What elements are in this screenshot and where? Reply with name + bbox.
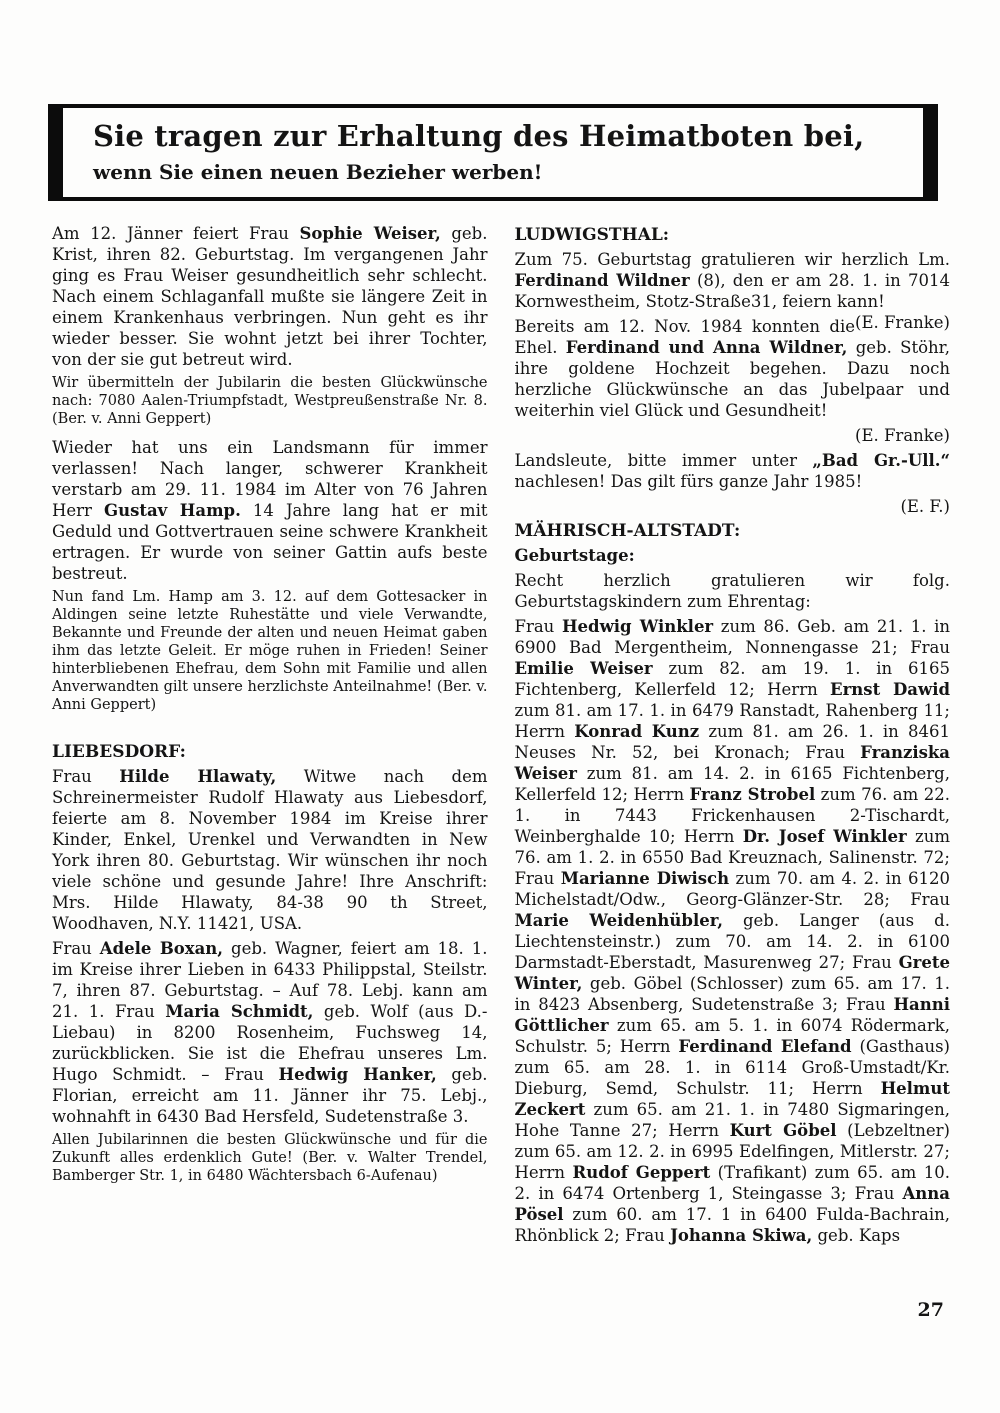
text-segment: (Trafikant) zum 65. am 10. 2. in 6474 Ortenberg 1, Steingasse 3; Frau [514,1163,950,1204]
bold-text-segment: Rudof Geppert [572,1163,711,1183]
text-segment: zum 81. am 26. 1. in 8461 Neuses Nr. 52, bei Kronach; Frau [514,722,950,763]
text-segment: (E. Franke) [855,426,950,446]
text-segment: (E. F.) [900,497,950,517]
text-segment: Frau [52,939,100,959]
text-segment: Witwe nach dem Schreinermeister Rudolf Hlawaty aus Liebesdorf, feierte am 8. November 1984 im Kreise ihrer Kinder, Enkel, Urenkel und Verwandten in New York ihren 80. Geburtstag. Wir wünschen ihr noch viele schöne und gesunde Jahre! Ihre Anschrift: Mrs. Hilde Hlawaty, 84-38 90 th Street, Woodhaven, N.Y. 11421, USA. [52,767,488,934]
text-segment: Nun fand Lm. Hamp am 3. 12. auf dem Gottesacker in Aldingen seine letzte Ruhestätte und viele Verwandte, Bekannte und Freunde der alten und neuen Heimat gaben ihm das letzte Geleit. Er möge ruhen in Frieden! Seiner hinterbliebenen Ehefrau, dem Sohn mit Familie und allen Anverwandten gilt unsere herzlichste Anteilnahme! (Ber. v. Anni Geppert) [52,589,488,714]
bold-text-segment: Franz Strobel [689,785,816,805]
text-segment: geb. Florian, erreicht am 11. Jänner ihr 75. Lebj., wohnahft in 6430 Bad Hersfeld, Sudetenstraße 3. [52,1065,488,1127]
text-segment: geb. Wagner, feiert am 18. 1. im Kreise ihrer Lieben in 6433 Philippstal, Steilstr. 7, ihren 87. Geburtstag. – Auf 78. Lebj. kann am 21. 1. Frau [52,939,488,1022]
text-segment: 14 Jahre lang hat er mit Geduld und Gottvertrauen seine schwere Krankheit ertragen. Er wurde von seiner Gattin aufs beste bestreut. [52,501,488,584]
text-segment: Wieder hat uns ein Landsmann für immer verlassen! Nach langer, schwerer Krankheit verstarb am 29. 11. 1984 im Alter von 76 Jahren Herr [52,438,488,521]
text-segment: zum 70. am 4. 2. in 6120 Michelstadt/Odw., Georg-Glänzer-Str. 28; Frau [514,869,950,910]
text-segment: Wir übermitteln der Jubilarin die besten Glückwünsche nach: 7080 Aalen-Triumpfstadt, Westpreußenstraße Nr. 8. (Ber. v. Anni Geppert) [52,375,488,428]
text-segment: (Lebzeltner) zum 65. am 12. 2. in 6995 Edelfingen, Mitlerstr. 27; Herrn [514,1121,950,1183]
reporter-signature: (E. Franke) [855,313,950,333]
bold-text-segment: Ferdinand und Anna Wildner, [565,338,848,358]
text-segment: nachlesen! Das gilt fürs ganze Jahr 1985! [514,472,863,492]
text-segment: Recht herzlich gratulieren wir folg. Geburtstagskindern zum Ehrentag: [514,571,950,612]
birthday-sophie-weiser-paragraph [52,223,488,370]
bold-text-segment: Franziska Weiser [514,743,950,784]
text-segment: zum 76. am 1. 2. in 6550 Bad Kreuznach, Salinenstr. 72; Frau [514,827,950,889]
bold-text-segment: Kurt Göbel [729,1121,837,1141]
bold-text-segment: Ferdinand Elefand [678,1037,852,1057]
bold-text-segment: Hedwig Winkler [561,617,714,637]
bold-text-segment: Grete Winter, [514,953,950,994]
text-segment: zum 82. am 19. 1. in 6165 Fichtenberg, Kellerfeld 12; Herrn [514,659,950,700]
banner-headline: Sie tragen zur Erhaltung des Heimatboten bei, [93,119,865,153]
bold-text-segment: Marianne Diwisch [560,869,730,889]
signature-e-franke [515,425,951,446]
text-segment: Bereits am 12. Nov. 1984 konnten die Ehel. [514,317,856,358]
bold-text-segment: Maria Schmidt, [165,1002,314,1022]
bold-text-segment: Konrad Kunz [574,722,700,742]
address-note-small [52,374,488,428]
promo-banner [48,104,938,201]
text-segment: LIEBESDORF: [52,742,186,763]
text-segment: zum 81. am 17. 1. in 6479 Ranstadt, Rahenberg 11; Herrn [514,701,950,742]
bold-text-segment: Sophie Weiser, [299,224,441,244]
text-segment: geb. Langer (aus d. Liechtensteinstr.) zum 70. am 14. 2. in 6100 Darmstadt-Eberstadt, Masurenweg 27; Frau [514,911,950,973]
text-segment: zum 81. am 14. 2. in 6165 Fichtenberg, Kellerfeld 12; Herrn [514,764,950,805]
text-segment: Allen Jubilarinnen die besten Glückwünsche und für die Zukunft alles erdenklich Gute! (Ber. v. Walter Trendel, Bamberger Str. 1, in 6480 Wächtersbach 6-Aufenau) [52,1132,488,1185]
signature-e-f [515,496,951,517]
bold-text-segment: Hanni Göttlicher [514,995,950,1036]
text-segment: zum 65. am 21. 1. in 7480 Sigmaringen, Hohe Tanne 27; Herrn [514,1100,950,1141]
bold-text-segment: Gustav Hamp. [103,501,241,521]
congratulations-note-small [52,1131,488,1185]
text-segment: zum 86. Geb. am 21. 1. in 6900 Bad Mergentheim, Nonnengasse 21; Frau [514,617,951,658]
birthday-list-paragraph [515,616,951,1246]
text-segment: Landsleute, bitte immer unter [514,451,813,471]
page-number: 27 [917,1299,944,1321]
birthday-hilde-hlawaty-paragraph [52,766,488,934]
birthdays-boxan-schmidt-hanker-paragraph [52,938,488,1127]
text-segment: Am 12. Jänner feiert Frau [52,224,300,244]
bold-text-segment: Emilie Weiser [514,659,653,679]
subheading-geburtstage [515,545,951,566]
section-heading-maehrisch-altstadt [515,521,951,542]
article-columns [52,223,950,1250]
text-segment: Geburtstage: [514,546,635,566]
text-segment: geb. Krist, ihren 82. Geburtstag. Im vergangenen Jahr ging es Frau Weiser gesundheitlich sehr schlecht. Nach einem Schlaganfall mußte sie längere Zeit in einem Krankenhaus verbringen. Nun geht es ihr wieder besser. Sie wohnt jetzt bei ihrer Tochter, von der sie gut betreut wird. [52,224,488,370]
text-segment: zum 76. am 22. 1. in 7443 Frickenhausen 2-Tischardt, Weinberghalde 10; Herrn [514,785,950,847]
text-segment: Frau [514,617,562,637]
birthday-intro-paragraph [515,570,951,612]
note-bad-gr-ull-paragraph [515,450,951,492]
bold-text-segment: Johanna Skiwa, [670,1226,813,1246]
text-segment: (Gasthaus) zum 65. am 28. 1. in 6114 Groß-Umstadt/Kr. Dieburg, Semd, Schulstr. 11; Herrn [514,1037,950,1099]
text-segment: Frau [52,767,120,787]
right-column [515,223,951,1250]
funeral-note-small [52,588,488,714]
obituary-gustav-hamp-paragraph [52,437,488,584]
text-segment: MÄHRISCH-ALTSTADT: [514,521,741,542]
bold-text-segment: Ferdinand Wildner [514,271,690,291]
left-column [52,223,488,1250]
bold-text-segment: Helmut Zeckert [514,1079,950,1120]
text-segment: geb. Stöhr, ihre goldene Hochzeit begehen. Dazu noch herzliche Glückwünsche an das Jubelpaar und weiterhin viel Glück und Gesundheit! [514,338,951,421]
banner-subline: wenn Sie einen neuen Bezieher werben! [93,160,543,185]
bold-text-segment: Hilde Hlawaty, [119,767,277,787]
bold-text-segment: Dr. Josef Winkler [742,827,907,847]
section-heading-liebesdorf [52,742,488,763]
text-segment: geb. Göbel (Schlosser) zum 65. am 17. 1. in 8423 Absenberg, Sudetenstraße 3; Frau [514,974,950,1015]
text-segment: LUDWIGSTHAL: [514,225,670,246]
section-heading-ludwigsthal [515,225,951,246]
bold-text-segment: Ernst Dawid [830,680,950,700]
bold-text-segment: Anna Pösel [514,1184,950,1225]
bold-text-segment: Hedwig Hanker, [278,1065,437,1085]
text-segment: zum 60. am 17. 1 in 6400 Fulda-Bachrain, Rhönblick 2; Frau [514,1205,950,1246]
bold-text-segment: Adele Boxan, [99,939,224,959]
text-segment: geb. Kaps [812,1226,901,1246]
text-segment: zum 65. am 5. 1. in 6074 Rödermark, Schulstr. 5; Herrn [514,1016,950,1057]
text-segment: Zum 75. Geburtstag gratulieren wir herzlich Lm. [514,250,950,270]
text-segment: (8), den er am 28. 1. in 7014 Kornwestheim, Stotz-Straße31, feiern kann! [514,271,951,312]
bold-text-segment: „Bad Gr.-Ull.“ [812,451,950,471]
bold-text-segment: Marie Weidenhübler, [514,911,723,931]
birthday-ferdinand-wildner-paragraph [514,249,951,333]
text-segment: geb. Wolf (aus D.-Liebau) in 8200 Rosenheim, Fuchsweg 14, zurückblicken. Sie ist die Ehefrau unseres Lm. Hugo Schmidt. – Frau [52,1002,488,1085]
